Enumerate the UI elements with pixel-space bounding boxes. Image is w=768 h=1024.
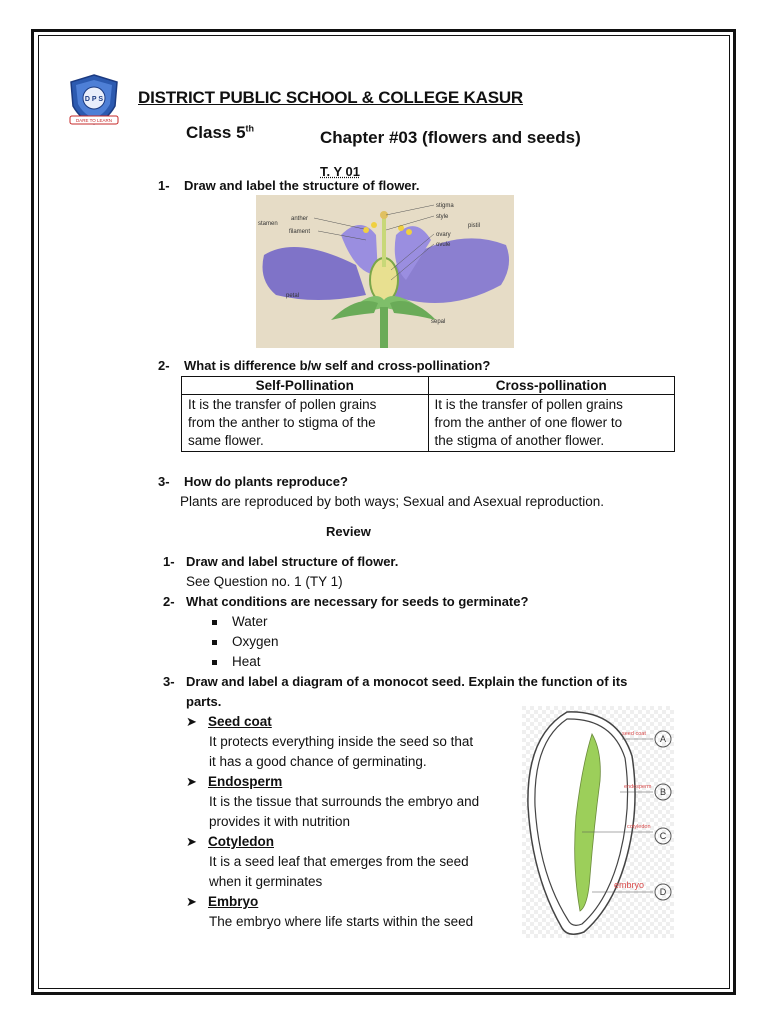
label-sepal: sepal (431, 319, 446, 325)
list-item: Water (212, 614, 268, 629)
school-name: DISTRICT PUBLIC SCHOOL & COLLEGE KASUR (138, 88, 523, 107)
class-label: Class 5th (186, 123, 255, 142)
seed-label-B: B (659, 787, 667, 797)
pollination-table (181, 376, 675, 452)
cell-self: It is the transfer of pollen grains from the anther to stigma of the same flower. (182, 395, 429, 452)
seed-label-cotyledon: cotyledon (627, 824, 651, 830)
review-title: Review (326, 524, 371, 539)
label-ovule: ovule (436, 242, 451, 248)
part-text: it has a good chance of germinating. (209, 754, 427, 769)
ty-label: T. Y 01 (320, 164, 360, 179)
seed-label-seed-coat: seed coat (622, 731, 646, 737)
label-stamen: stamen (258, 221, 278, 227)
review-question-3: 3- Draw and label a diagram of a monocot seed. Explain the function of its (163, 674, 628, 689)
review-answer-1: See Question no. 1 (TY 1) (186, 574, 343, 589)
seed-label-C: C (659, 831, 667, 841)
flower-diagram (256, 195, 514, 348)
part-text: It is a seed leaf that emerges from the seed (209, 854, 469, 869)
part-embryo: ➤ Embryo (186, 894, 259, 909)
label-style: style (436, 214, 449, 220)
part-endosperm: ➤ Endosperm (186, 774, 283, 789)
part-text: when it germinates (209, 874, 323, 889)
label-petal: petal (286, 293, 300, 299)
monocot-seed-diagram (522, 706, 674, 938)
part-text: provides it with nutrition (209, 814, 351, 829)
seed-label-endosperm: endosperm (624, 784, 652, 790)
seed-label-D: D (659, 887, 667, 897)
logo-text: D P S (84, 96, 104, 103)
list-item: Oxygen (212, 634, 279, 649)
review-question-1: 1- Draw and label structure of flower. (163, 554, 399, 569)
part-text: The embryo where life starts within the seed (209, 914, 474, 929)
chapter-title: Chapter #03 (flowers and seeds) (320, 128, 581, 147)
label-anther: anther (291, 216, 309, 222)
part-text: It protects everything inside the seed so that (209, 734, 474, 749)
cell-cross: It is the transfer of pollen grains from the anther of one flower to the stigma of another flower. (428, 395, 675, 452)
label-stigma: stigma (436, 203, 454, 209)
ty-question-2: 2- What is difference b/w self and cross-pollination? (158, 358, 491, 373)
ty-question-3: 3- How do plants reproduce? (158, 474, 348, 489)
review-question-2: 2- What conditions are necessary for seeds to germinate? (163, 594, 529, 609)
label-ovary: ovary (436, 232, 451, 238)
seed-label-A: A (659, 734, 667, 744)
review-question-3-cont: parts. (186, 694, 222, 709)
header-self: Self-Pollination (182, 377, 429, 395)
label-filament: filament (289, 229, 311, 235)
school-logo (67, 72, 121, 128)
ty-answer-3: Plants are reproduced by both ways; Sexual and Asexual reproduction. (180, 494, 605, 509)
label-pistil: pistil (468, 223, 481, 229)
header-cross: Cross-pollination (428, 377, 675, 395)
list-item: Heat (212, 654, 261, 669)
part-seed-coat: ➤ Seed coat (186, 714, 272, 729)
ty-question-1: 1- Draw and label the structure of flower. (158, 178, 420, 193)
logo-motto: DARE TO LEARN (75, 118, 113, 123)
part-cotyledon: ➤ Cotyledon (186, 834, 274, 849)
part-text: It is the tissue that surrounds the embryo and (209, 794, 480, 809)
seed-label-embryo: embryo (614, 880, 645, 890)
